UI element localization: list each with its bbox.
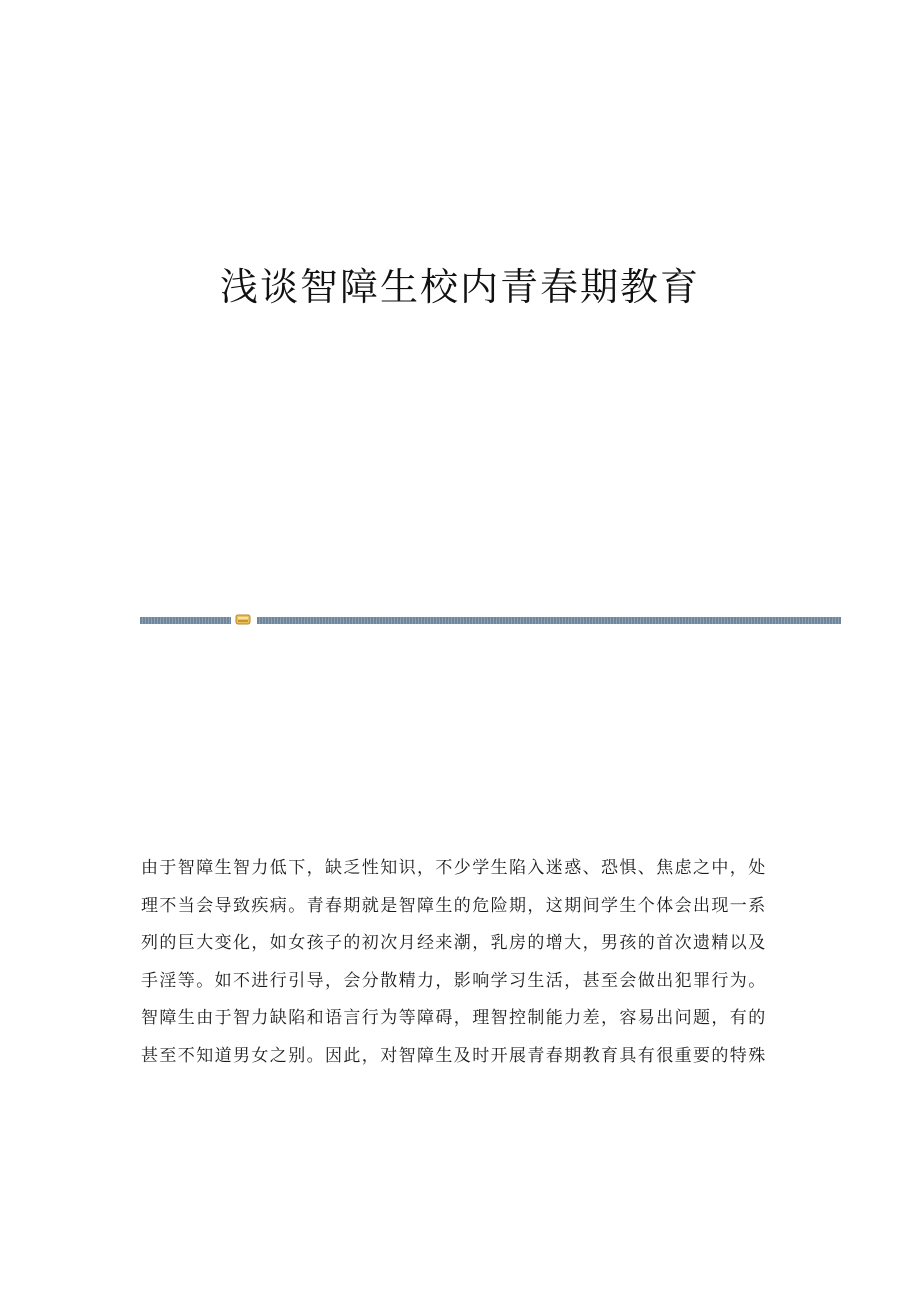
paragraph-line: 理不当会导致疾病。青春期就是智障生的危险期，这期间学生个体会出现一系 [141, 895, 767, 916]
paragraph-line: 甚至不知道男女之别。因此，对智障生及时开展青春期教育具有很重要的特殊 [141, 1045, 767, 1066]
divider-bar-right [257, 617, 841, 624]
page-title: 浅谈智障生校内青春期教育 [219, 265, 700, 309]
paragraph-line: 手淫等。如不进行引导，会分散精力，影响学习生活，甚至会做出犯罪行为。 [141, 970, 767, 991]
divider-bar-left [140, 617, 231, 624]
paragraph-line: 列的巨大变化，如女孩子的初次月经来潮，乳房的增大，男孩的首次遗精以及 [141, 933, 767, 953]
paragraph-line: 智障生由于智力缺陷和语言行为等障碍，理智控制能力差，容易出问题，有的 [141, 1008, 767, 1028]
body-paragraph [141, 850, 775, 1075]
section-divider [140, 613, 841, 627]
paragraph-line: 由于智障生智力低下，缺乏性知识，不少学生陷入迷惑、恐惧、焦虑之中，处 [141, 858, 767, 878]
gold-ornament-icon [235, 613, 251, 626]
